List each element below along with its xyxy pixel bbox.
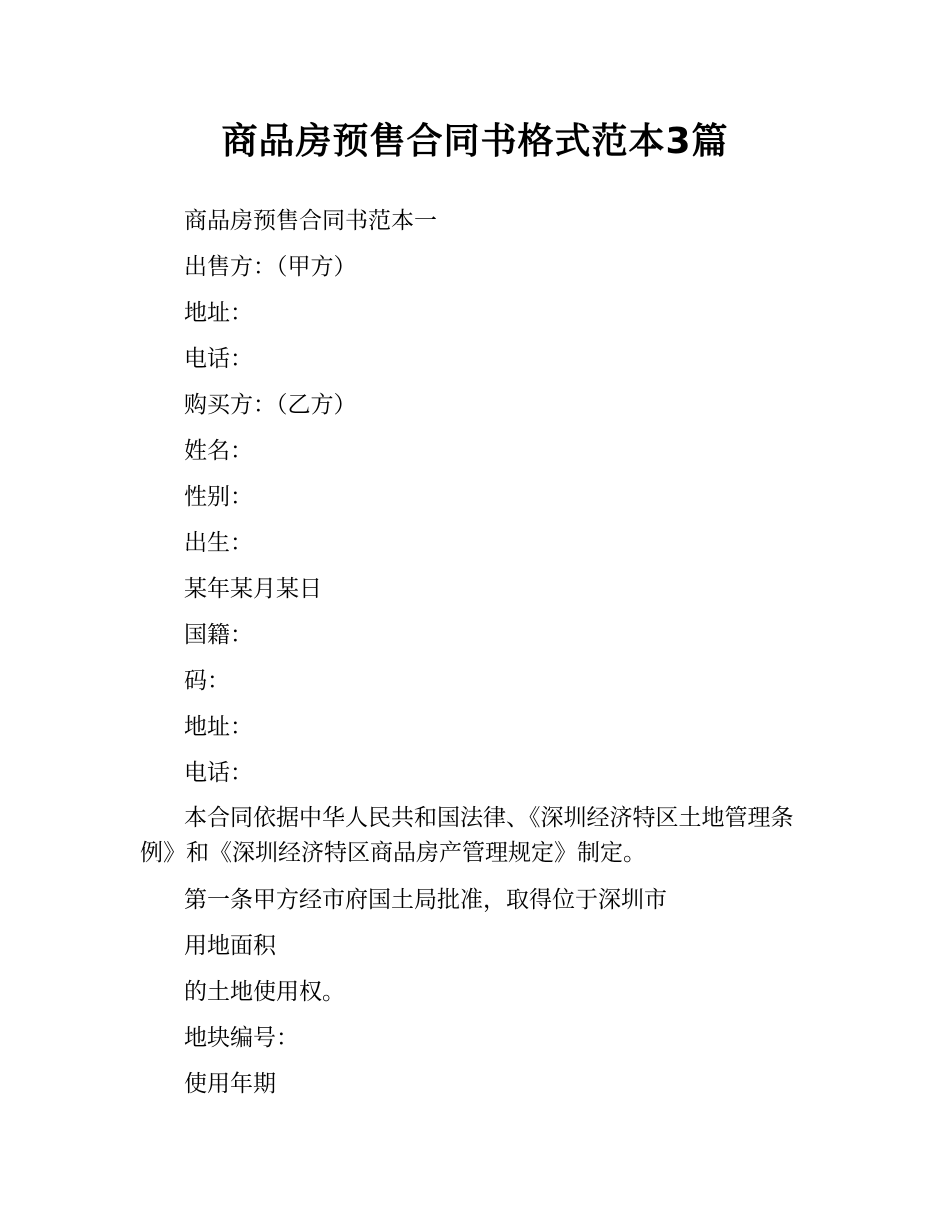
buyer-nationality-label: 国籍： <box>184 622 253 648</box>
buyer-phone-label: 电话： <box>184 760 253 786</box>
section-heading: 商品房预售合同书范本一 <box>184 208 437 234</box>
seller-phone-label: 电话： <box>184 346 253 372</box>
land-use-right-line: 的土地使用权。 <box>184 979 345 1005</box>
land-area-line: 用地面积 <box>184 933 276 959</box>
use-term-line: 使用年期 <box>184 1071 276 1097</box>
plot-number-line: 地块编号： <box>184 1025 299 1051</box>
seller-address-label: 地址： <box>184 300 253 326</box>
document-body <box>140 198 810 1107</box>
buyer-birth-date: 某年某月某日 <box>184 576 322 602</box>
buyer-id-label: 码： <box>184 668 230 694</box>
contract-basis-paragraph: 本合同依据中华人民共和国法律、《深圳经济特区土地管理条例》和《深圳经济特区商品房产管理规定》制定。 <box>140 805 794 866</box>
buyer-name-label: 姓名： <box>184 438 253 464</box>
seller-label: 出售方：（甲方） <box>184 254 357 280</box>
buyer-birth-label: 出生： <box>184 530 253 556</box>
article-one-paragraph: 第一条甲方经市府国土局批准，取得位于深圳市 <box>184 887 667 913</box>
document-title: 商品房预售合同书格式范本3篇 <box>221 121 729 162</box>
buyer-gender-label: 性别： <box>184 484 253 510</box>
buyer-label: 购买方：（乙方） <box>184 392 357 418</box>
buyer-address-label: 地址： <box>184 714 253 740</box>
